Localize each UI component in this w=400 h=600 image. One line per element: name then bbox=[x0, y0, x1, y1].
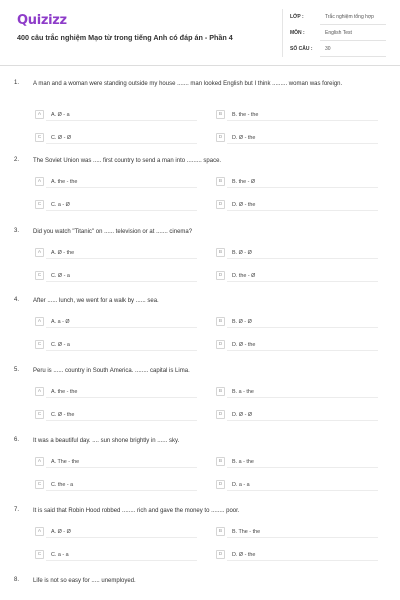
question-text: The Soviet Union was ..... first country to send a man into ......... space. bbox=[33, 158, 222, 164]
option-underline bbox=[46, 120, 197, 121]
option-letter-box: D bbox=[216, 133, 225, 142]
option-label: B. the - the bbox=[232, 111, 259, 118]
option-label: D. Ø - the bbox=[232, 341, 256, 348]
option-underline bbox=[227, 281, 378, 282]
option-letter-box: C bbox=[35, 271, 44, 280]
option-letter-box: B bbox=[216, 110, 225, 119]
option-letter-box: A bbox=[35, 110, 44, 119]
meta-count-value: 30 bbox=[325, 46, 331, 52]
option-letter-box: C bbox=[35, 550, 44, 559]
answer-option[interactable] bbox=[216, 527, 366, 539]
option-underline bbox=[46, 210, 197, 211]
option-letter-box: A bbox=[35, 457, 44, 466]
option-letter-box: C bbox=[35, 480, 44, 489]
option-label: C. a - a bbox=[51, 551, 69, 558]
option-underline bbox=[227, 467, 378, 468]
meta-class-row bbox=[290, 11, 390, 25]
question-text: Peru is ...... country in South America. ........ capital is Lima. bbox=[33, 368, 190, 374]
question-number: 1. bbox=[14, 80, 20, 86]
option-letter-box: A bbox=[35, 177, 44, 186]
option-underline bbox=[46, 281, 197, 282]
option-underline bbox=[227, 350, 378, 351]
option-underline bbox=[46, 537, 197, 538]
answer-option[interactable] bbox=[216, 317, 366, 329]
option-underline bbox=[227, 258, 378, 259]
option-letter-box: C bbox=[35, 340, 44, 349]
option-label: C. Ø - Ø bbox=[51, 134, 72, 141]
option-label: B. a - the bbox=[232, 458, 254, 465]
option-letter-box: A bbox=[35, 317, 44, 326]
answer-option[interactable] bbox=[35, 110, 185, 122]
question-number: 6. bbox=[14, 437, 20, 443]
question-number: 8. bbox=[14, 577, 20, 583]
answer-option[interactable] bbox=[216, 550, 366, 562]
question-number: 2. bbox=[14, 157, 20, 163]
answer-option[interactable] bbox=[216, 340, 366, 352]
option-label: A. the - the bbox=[51, 178, 78, 185]
option-underline bbox=[227, 537, 378, 538]
document-title: 400 câu trắc nghiệm Mạo từ trong tiếng Anh có đáp án - Phần 4 bbox=[17, 33, 233, 42]
option-underline bbox=[46, 560, 197, 561]
question-text: Did you watch "Titanic" on ...... television or at ....... cinema? bbox=[33, 229, 193, 235]
meta-subject-value: English Test bbox=[325, 30, 352, 36]
answer-option[interactable] bbox=[35, 133, 185, 145]
option-underline bbox=[46, 420, 197, 421]
question-text: It is said that Robin Hood robbed ........ rich and gave the money to ........ poor. bbox=[33, 508, 240, 514]
option-underline bbox=[46, 350, 197, 351]
option-letter-box: B bbox=[216, 317, 225, 326]
option-letter-box: B bbox=[216, 387, 225, 396]
option-label: A. Ø - Ø bbox=[51, 528, 71, 535]
option-letter-box: D bbox=[216, 410, 225, 419]
meta-count-row bbox=[290, 43, 390, 57]
option-label: A. The - the bbox=[51, 458, 80, 465]
answer-option[interactable] bbox=[216, 248, 366, 260]
option-underline bbox=[46, 490, 197, 491]
meta-subject-row bbox=[290, 27, 390, 41]
option-letter-box: D bbox=[216, 271, 225, 280]
option-underline bbox=[227, 397, 378, 398]
meta-divider bbox=[282, 9, 283, 57]
option-underline bbox=[46, 327, 197, 328]
answer-option[interactable] bbox=[35, 200, 185, 212]
option-letter-box: B bbox=[216, 457, 225, 466]
option-letter-box: D bbox=[216, 480, 225, 489]
option-underline bbox=[227, 210, 378, 211]
option-underline bbox=[227, 327, 378, 328]
answer-option[interactable] bbox=[35, 550, 185, 562]
option-label: A. the - the bbox=[51, 388, 78, 395]
option-label: C. a - Ø bbox=[51, 201, 70, 208]
question-number: 7. bbox=[14, 507, 20, 513]
option-underline bbox=[46, 187, 197, 188]
option-label: A. Ø - the bbox=[51, 249, 75, 256]
option-letter-box: C bbox=[35, 133, 44, 142]
option-underline bbox=[227, 143, 378, 144]
option-letter-box: A bbox=[35, 248, 44, 257]
answer-option[interactable] bbox=[35, 317, 185, 329]
meta-class-value: Trắc nghiệm tổng hợp bbox=[325, 14, 374, 20]
answer-option[interactable] bbox=[35, 387, 185, 399]
question-text: A man and a woman were standing outside my house ....... man looked English but I think ......... woman was foreign. bbox=[33, 81, 343, 87]
option-label: B. a - the bbox=[232, 388, 254, 395]
question-number: 4. bbox=[14, 297, 20, 303]
option-label: D. a - a bbox=[232, 481, 250, 488]
option-letter-box: D bbox=[216, 340, 225, 349]
option-underline bbox=[46, 467, 197, 468]
option-letter-box: A bbox=[35, 387, 44, 396]
answer-option[interactable] bbox=[216, 200, 366, 212]
option-label: D. Ø - the bbox=[232, 134, 256, 141]
option-letter-box: D bbox=[216, 550, 225, 559]
meta-underline bbox=[320, 56, 386, 57]
answer-option[interactable] bbox=[35, 527, 185, 539]
question-text: Life is not so easy for ..... unemployed. bbox=[33, 578, 136, 584]
meta-underline bbox=[320, 24, 386, 25]
answer-option[interactable] bbox=[35, 457, 185, 469]
option-label: B. Ø - Ø bbox=[232, 318, 252, 325]
answer-option[interactable] bbox=[216, 177, 366, 189]
answer-option[interactable] bbox=[35, 271, 185, 283]
option-label: B. The - the bbox=[232, 528, 261, 535]
option-underline bbox=[227, 420, 378, 421]
option-underline bbox=[227, 187, 378, 188]
option-label: A. a - Ø bbox=[51, 318, 70, 325]
answer-option[interactable] bbox=[35, 340, 185, 352]
question-text: It was a beautiful day. .... sun shone brightly in ...... sky. bbox=[33, 438, 180, 444]
option-underline bbox=[227, 490, 378, 491]
answer-option[interactable] bbox=[216, 457, 366, 469]
document-header bbox=[0, 0, 400, 66]
meta-count-key: SỐ CÂU : bbox=[290, 46, 313, 52]
option-letter-box: C bbox=[35, 410, 44, 419]
meta-underline bbox=[320, 40, 386, 41]
question-text: After ...... lunch, we went for a walk by ...... sea. bbox=[33, 298, 159, 304]
answer-option[interactable] bbox=[216, 387, 366, 399]
option-underline bbox=[46, 143, 197, 144]
answer-option[interactable] bbox=[216, 110, 366, 122]
meta-class-key: LỚP : bbox=[290, 14, 304, 20]
option-label: B. the - Ø bbox=[232, 178, 256, 185]
option-underline bbox=[227, 120, 378, 121]
option-letter-box: B bbox=[216, 527, 225, 536]
answer-option[interactable] bbox=[216, 133, 366, 145]
option-underline bbox=[227, 560, 378, 561]
meta-subject-key: MÔN : bbox=[290, 30, 305, 36]
option-label: A. Ø - a bbox=[51, 111, 70, 118]
answer-option[interactable] bbox=[35, 480, 185, 492]
option-label: C. the - a bbox=[51, 481, 74, 488]
option-label: C. Ø - a bbox=[51, 272, 70, 279]
option-letter-box: B bbox=[216, 177, 225, 186]
option-label: D. the - Ø bbox=[232, 272, 256, 279]
answer-option[interactable] bbox=[216, 410, 366, 422]
option-letter-box: A bbox=[35, 527, 44, 536]
answer-option[interactable] bbox=[35, 410, 185, 422]
option-letter-box: C bbox=[35, 200, 44, 209]
option-letter-box: D bbox=[216, 200, 225, 209]
answer-option[interactable] bbox=[35, 177, 185, 189]
question-number: 3. bbox=[14, 228, 20, 234]
answer-option[interactable] bbox=[216, 271, 366, 283]
option-underline bbox=[46, 258, 197, 259]
answer-option[interactable] bbox=[35, 248, 185, 260]
option-underline bbox=[46, 397, 197, 398]
option-label: D. Ø - the bbox=[232, 551, 256, 558]
question-number: 5. bbox=[14, 367, 20, 373]
answer-option[interactable] bbox=[216, 480, 366, 492]
option-label: D. Ø - the bbox=[232, 201, 256, 208]
option-letter-box: B bbox=[216, 248, 225, 257]
option-label: C. Ø - a bbox=[51, 341, 70, 348]
quizizz-logo: Quizizz bbox=[17, 13, 67, 28]
option-label: C. Ø - the bbox=[51, 411, 75, 418]
option-label: B. Ø - Ø bbox=[232, 249, 252, 256]
option-label: D. Ø - Ø bbox=[232, 411, 253, 418]
